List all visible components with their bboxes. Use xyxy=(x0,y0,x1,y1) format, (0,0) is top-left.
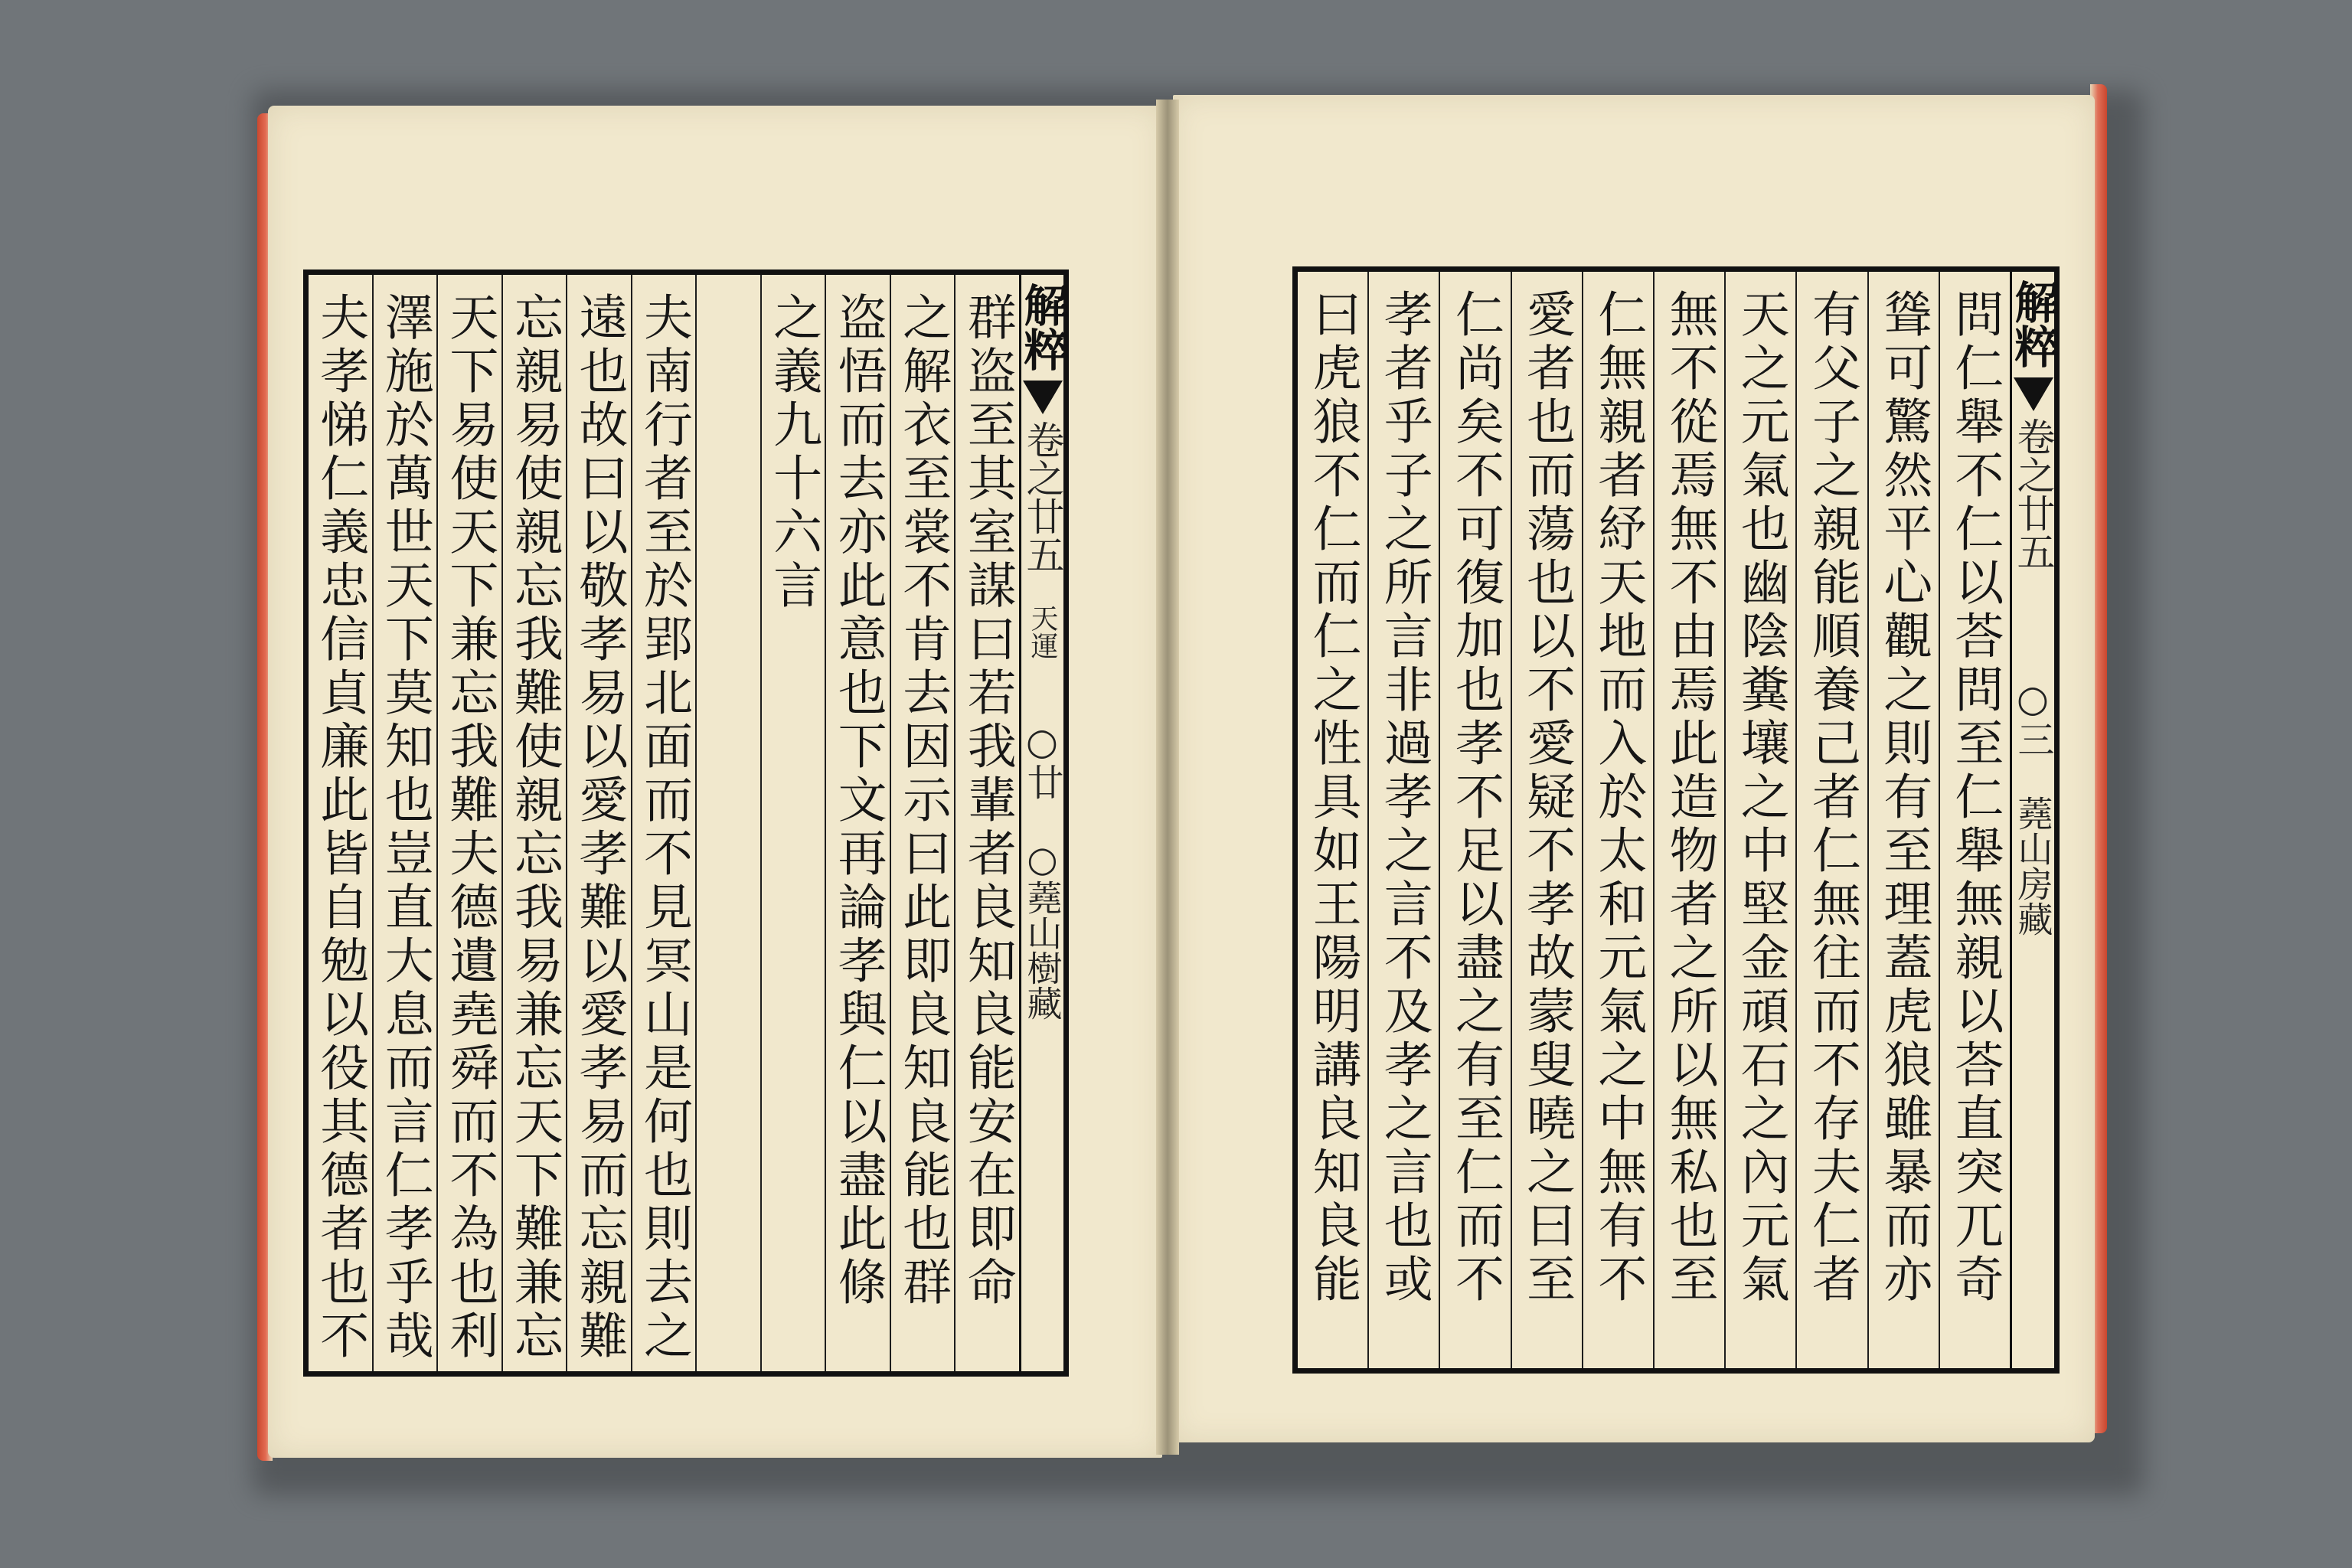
hanshin-publisher: ○蕘山樹藏 xyxy=(1021,838,1063,1021)
column-text: 有父子之親能順養己者仁無往而不存夫仁者 xyxy=(1803,289,1860,1307)
text-column xyxy=(436,275,501,1371)
text-column xyxy=(1939,272,2010,1368)
text-column xyxy=(1439,272,1510,1368)
left-hanshin xyxy=(1016,275,1069,1371)
column-text: 仁無親者紓天地而入於太和元氣之中無有不 xyxy=(1589,289,1647,1307)
text-column xyxy=(372,275,437,1371)
column-text: 愛者也而蕩也以不愛疑不孝故蒙叟曉之曰至 xyxy=(1518,289,1576,1307)
column-text: 仁尚矣不可復加也孝不足以盡之有至仁而不 xyxy=(1446,289,1504,1307)
column-text: 聳可驚然平心觀之則有至理蓋虎狼雖暴而亦 xyxy=(1875,289,1932,1307)
column-text: 曰虎狼不仁而仁之性具如王陽明講良知良能 xyxy=(1304,289,1361,1307)
column-text: 群盗至其室謀曰若我輩者良知良能安在即命 xyxy=(959,292,1016,1310)
column-text: 天之元氣也幽陰糞壤之中堅金頑石之內元氣 xyxy=(1732,289,1789,1307)
column-text: 無不從焉無不由焉此造物者之所以無私也至 xyxy=(1661,289,1718,1307)
column-text: 天下易使天下兼忘我難夫德遺堯舜而不為也利 xyxy=(441,292,498,1364)
hanshin-publisher: 蕘山房藏 xyxy=(2012,795,2054,936)
hanshin-title: 解粹 xyxy=(1016,283,1069,371)
text-column xyxy=(825,275,890,1371)
column-text: 澤施於萬世天下莫知也豈直大息而言仁孝乎哉 xyxy=(376,292,433,1364)
column-text: 盗悟而去亦此意也下文再論孝與仁以盡此條 xyxy=(829,292,887,1310)
column-text: 夫南行者至於郢北面而不見冥山是何也則去之 xyxy=(635,292,692,1364)
text-column xyxy=(760,275,825,1371)
column-text: 夫孝悌仁義忠信貞廉此皆自勉以役其德者也不 xyxy=(312,292,369,1364)
hanshin-volume: 卷之廿五 xyxy=(1020,420,1065,573)
column-text: 孝者乎子之所言非過孝之言不及孝之言也或 xyxy=(1375,289,1432,1307)
fish-tail-icon xyxy=(1023,381,1063,414)
text-column xyxy=(1367,272,1439,1368)
left-text-frame xyxy=(303,270,1069,1377)
text-column xyxy=(1298,272,1367,1368)
text-column xyxy=(631,275,696,1371)
hanshin-section: 天運 xyxy=(1027,604,1058,659)
text-column xyxy=(309,275,372,1371)
right-hanshin xyxy=(2007,272,2060,1368)
column-text: 忘親易使親忘我難使親忘我易兼忘天下難兼忘 xyxy=(505,292,563,1364)
text-column xyxy=(1511,272,1582,1368)
column-text: 之義九十六言 xyxy=(765,292,822,613)
column-text: 遠也故曰以敬孝易以愛孝難以愛孝易而忘親難 xyxy=(570,292,628,1364)
hanshin-folio: ○三 xyxy=(2011,678,2054,757)
text-column xyxy=(1653,272,1724,1368)
column-text: 問仁舉不仁以荅問至仁舉無親以荅直突兀奇 xyxy=(1946,289,2004,1307)
right-text-frame xyxy=(1292,266,2060,1374)
text-column xyxy=(1867,272,1939,1368)
fish-tail-icon xyxy=(2014,377,2053,411)
text-column xyxy=(1724,272,1795,1368)
book-gutter xyxy=(1156,100,1179,1455)
hanshin-volume: 卷之廿五 xyxy=(2011,417,2056,570)
text-column xyxy=(566,275,631,1371)
blank-column xyxy=(695,275,760,1371)
column-text: 之解衣至裳不肯去因示曰此即良知良能也群 xyxy=(894,292,952,1310)
text-column xyxy=(890,275,955,1371)
text-column xyxy=(1795,272,1867,1368)
text-column xyxy=(501,275,567,1371)
hanshin-title: 解粹 xyxy=(2007,279,2060,368)
text-column xyxy=(1582,272,1653,1368)
text-column xyxy=(954,275,1019,1371)
hanshin-folio: ○廿 xyxy=(1021,720,1063,800)
